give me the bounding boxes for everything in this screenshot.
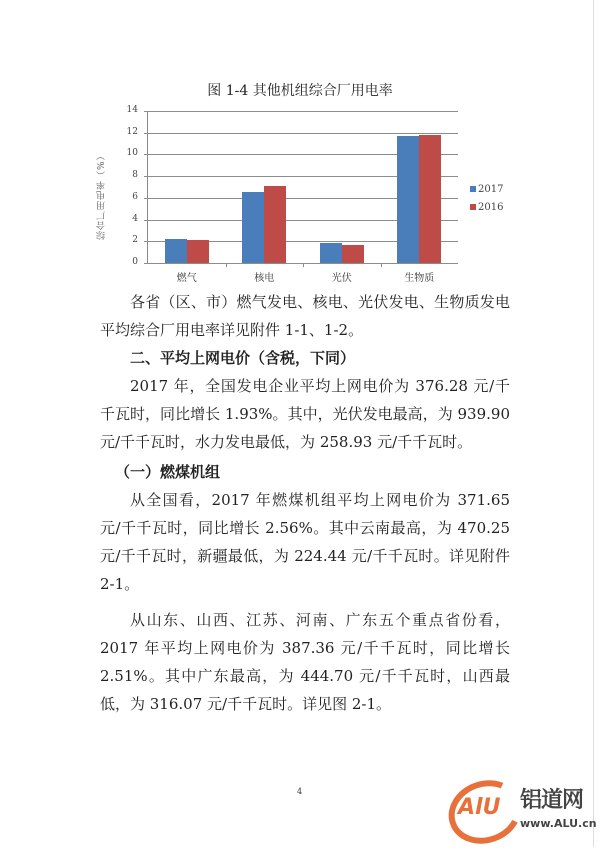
legend-item-2017: [470, 180, 503, 198]
y-tick-label: 6: [132, 191, 138, 202]
paragraph-coal-provinces: 从山东、山西、江苏、河南、广东五个重点省份看，2017 年平均上网电价为 387.36 元/千千瓦时，同比增长 2.51%。其中广东最高，为 444.70 元/千千瓦时，山西最低，为 316.07 元/千千瓦时。详见图 2-1。: [100, 611, 510, 713]
y-tick-label: 4: [132, 213, 138, 224]
plot-area: [126, 105, 458, 284]
watermark-url: www.ALU.cn: [520, 817, 597, 830]
bar-2016-0: [187, 240, 209, 263]
section-heading-price: 二、平均上网电价（含税，下同）: [130, 349, 356, 367]
paragraph-coal-national: 从全国看，2017 年燃煤机组平均上网电价为 371.65 元/千千瓦时，同比增长 2.56%。其中云南最高，为 470.25 元/千千瓦时，新疆最低，为 224.44 元/千千瓦时。详见附件 2-1。: [100, 491, 510, 593]
subheading-coal: （一）燃煤机组: [115, 463, 221, 481]
legend-swatch-icon: [470, 186, 476, 192]
legend-label: 2017: [478, 183, 504, 195]
bar-chart: [95, 100, 515, 285]
x-tick-label: 光伏: [331, 273, 352, 284]
gridline: [144, 133, 458, 134]
gridline: [144, 111, 458, 112]
y-tick-label: 10: [126, 148, 138, 159]
bar-2017-0: [165, 239, 187, 263]
page-edge: [593, 0, 594, 847]
y-tick-label: 14: [126, 105, 138, 115]
bar-2017-3: [397, 136, 419, 263]
x-tick-mark: [303, 263, 304, 267]
y-tick-label: 2: [132, 235, 138, 246]
bar-2016-3: [419, 135, 441, 263]
legend-item-2016: [470, 198, 503, 216]
legend-swatch-icon: [470, 204, 476, 210]
x-tick-mark: [226, 263, 227, 267]
gridline: [144, 263, 458, 264]
y-axis-label: 综合厂用电率（%）: [97, 150, 107, 240]
bar-2017-1: [242, 192, 264, 263]
paragraph-ratios: 各省（区、市）燃气发电、核电、光伏发电、生物质发电平均综合厂用电率详见附件 1-1、1-2。: [100, 293, 510, 339]
watermark: [440, 777, 600, 847]
x-tick-label: 核电: [254, 273, 275, 284]
y-tick-label: 0: [132, 257, 138, 267]
bar-2016-2: [342, 245, 364, 263]
x-tick-mark: [381, 263, 382, 267]
watermark-logo-text: AlU: [458, 795, 501, 820]
watermark-brand: 铝道网: [520, 788, 584, 813]
page-number: 4: [297, 787, 303, 796]
chart-legend: [470, 180, 503, 216]
chart-title: 图 1-4 其他机组综合厂用电率: [207, 83, 393, 99]
paragraph-national-price: 2017 年，全国发电企业平均上网电价为 376.28 元/千千瓦时，同比增长 1.93%。其中，光伏发电最高，为 939.90 元/千千瓦时，水力发电最低，为 258.93 元/千千瓦时。: [100, 377, 510, 451]
legend-label: 2016: [478, 201, 504, 213]
y-tick-label: 8: [132, 170, 138, 181]
bar-2017-2: [320, 243, 342, 263]
y-tick-label: 12: [126, 126, 138, 137]
bar-2016-1: [264, 186, 286, 263]
x-tick-label: 燃气: [176, 273, 197, 284]
x-tick-label: 生物质: [404, 273, 435, 284]
document-body: [100, 288, 510, 718]
